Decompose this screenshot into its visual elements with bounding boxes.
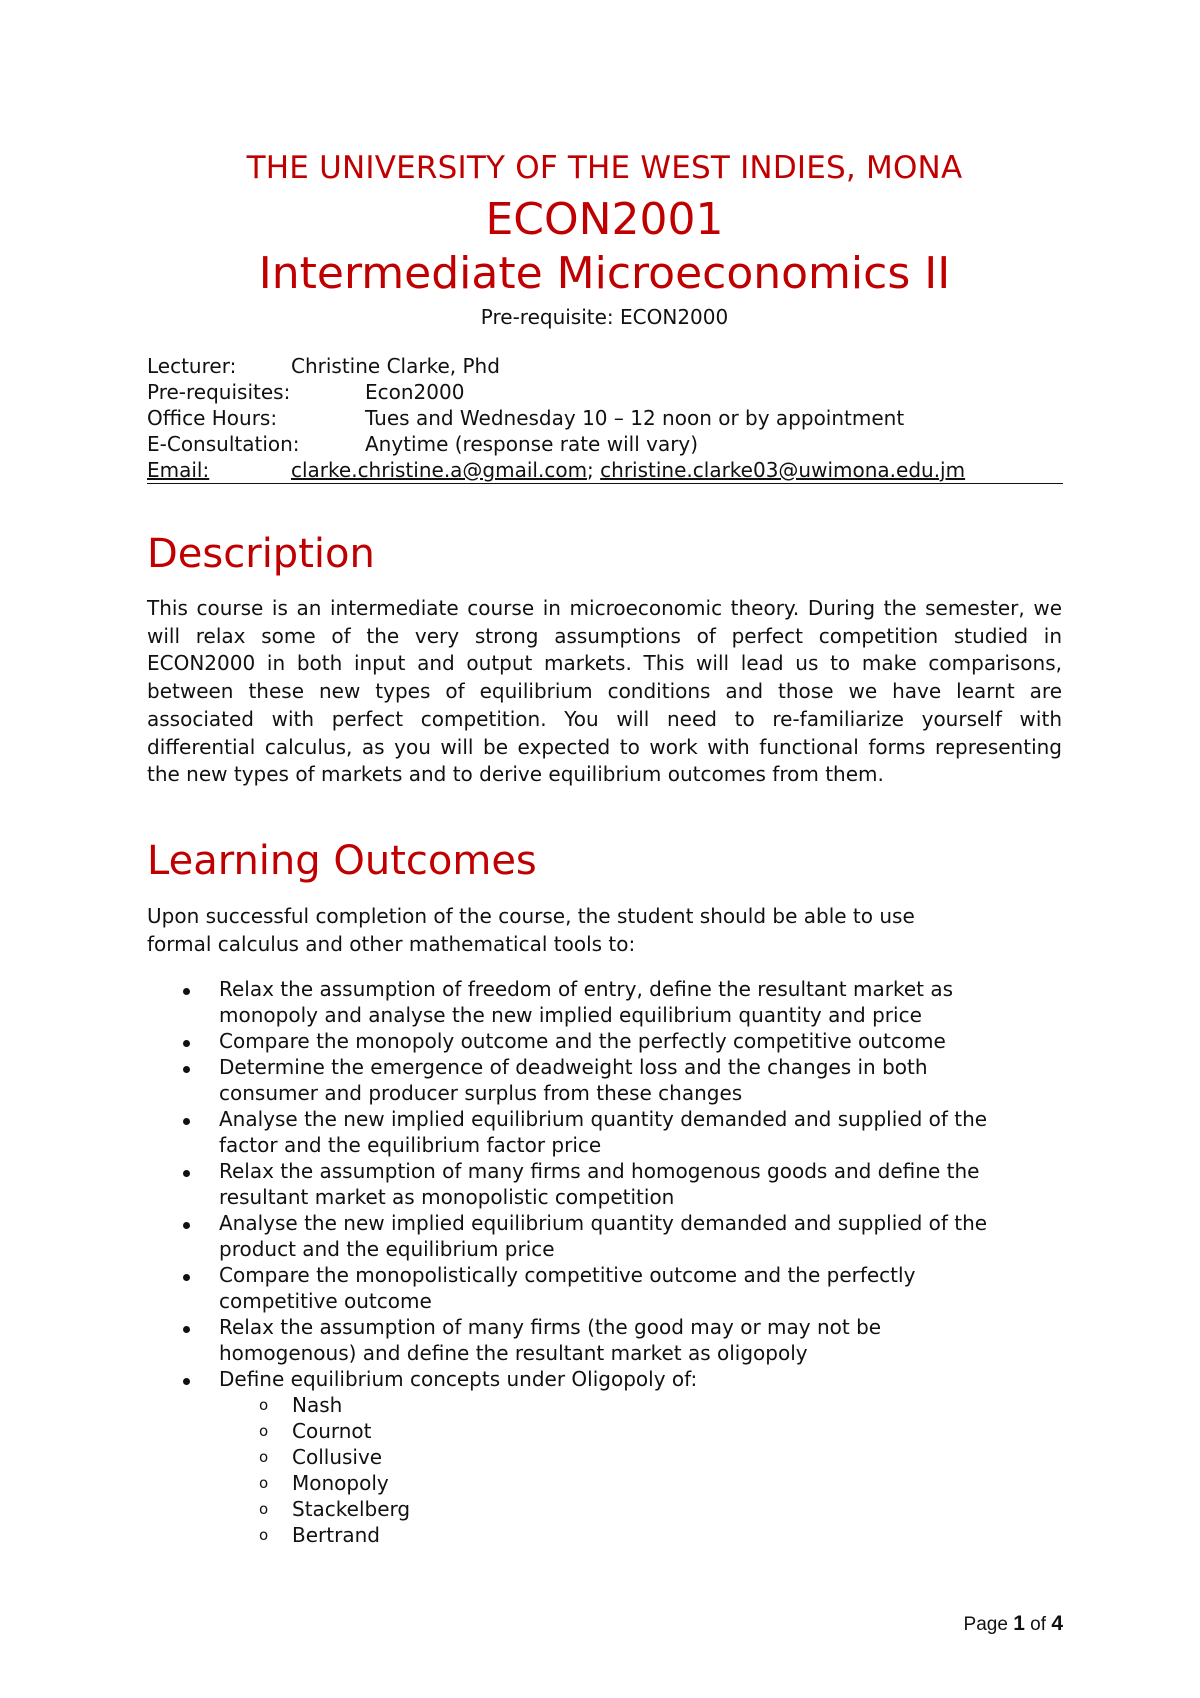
sub-list-item: o Collusive: [259, 1445, 383, 1469]
circle-bullet-icon: o: [259, 1396, 269, 1414]
econsultation-row: [147, 431, 1062, 457]
list-item: Determine the emergence of deadweight loss and the changes in both consumer and producer surplus from these changes: [147, 1054, 1019, 1106]
circle-bullet-icon: o: [259, 1526, 269, 1544]
bullet-icon: [183, 1326, 190, 1333]
list-item: Compare the monopoly outcome and the perfectly competitive outcome: [147, 1028, 1019, 1054]
bullet-icon: [183, 1066, 190, 1073]
sub-list-item: o Bertrand: [259, 1523, 380, 1547]
lecturer-label: Lecturer:: [147, 354, 237, 378]
course-info: [147, 353, 1062, 483]
bullet-icon: [183, 1222, 190, 1229]
prereqs-value: Econ2000: [365, 380, 465, 404]
email-label: Email:: [147, 458, 210, 482]
sub-list-item: o Stackelberg: [259, 1497, 411, 1521]
prereqs-row: [147, 379, 1062, 405]
sub-list-item: o Monopoly: [259, 1471, 389, 1495]
list-item: Relax the assumption of many firms and homogenous goods and define the resultant market as monopolistic competition: [147, 1158, 1019, 1210]
lecturer-row: [147, 353, 1062, 379]
sub-list-item: o Cournot: [259, 1419, 372, 1443]
list-item: Analyse the new implied equilibrium quantity demanded and supplied of the factor and the equilibrium factor price: [147, 1106, 1019, 1158]
office-hours-value: Tues and Wednesday 10 – 12 noon or by appointment: [365, 406, 905, 430]
sub-list-container: [147, 1392, 1062, 1548]
page-word: Page: [963, 1614, 1008, 1635]
list-item: Analyse the new implied equilibrium quantity demanded and supplied of the product and the equilibrium price: [147, 1210, 1019, 1262]
of-word: of: [1030, 1614, 1047, 1635]
oligopoly-concepts-list: [147, 1392, 1062, 1548]
list-item: Relax the assumption of freedom of entry, define the resultant market as monopoly and analyse the new implied equilibrium quantity and price: [147, 976, 1019, 1028]
learning-outcomes-list: [147, 976, 1062, 1548]
university-title: THE UNIVERSITY OF THE WEST INDIES, MONA: [246, 150, 963, 186]
office-hours-label: Office Hours:: [147, 406, 278, 430]
prereqs-label: Pre-requisites:: [147, 380, 291, 404]
learning-outcomes-intro: [147, 903, 1062, 958]
bullet-icon: [183, 1118, 190, 1125]
bullet-icon: [183, 1040, 190, 1047]
description-paragraph: This course is an intermediate course in microeconomic theory. During the semester, we will relax some of the very strong assumptions of perfect competition studied in ECON2000 in both input and output markets. This will lead us to make comparisons, between these new types of equilibrium conditions and those we have learnt are associated with perfect competition. You will need to re-familiarize yourself with differential calculus, as you will be expected to work with functional forms representing the new types of markets and to derive equilibrium outcomes from them.: [147, 596, 1062, 787]
email-values: [291, 457, 965, 483]
page-current: 1: [1013, 1612, 1025, 1635]
email-row: [147, 457, 1062, 483]
email-link-uwi[interactable]: christine.clarke03@uwimona.edu.jm: [600, 458, 966, 482]
list-item: Compare the monopolistically competitive outcome and the perfectly competitive outcome: [147, 1262, 1019, 1314]
course-code: ECON2001: [485, 194, 724, 245]
course-name: Intermediate Microeconomics II: [258, 248, 951, 299]
econsultation-value: Anytime (response rate will vary): [365, 432, 699, 456]
circle-bullet-icon: o: [259, 1474, 269, 1492]
circle-bullet-icon: o: [259, 1422, 269, 1440]
bullet-icon: [183, 1378, 190, 1385]
bullet-icon: [183, 988, 190, 995]
circle-bullet-icon: o: [259, 1448, 269, 1466]
intro-line-2: formal calculus and other mathematical tools to:: [147, 931, 636, 956]
email-link-gmail[interactable]: clarke.christine.a@gmail.com: [291, 458, 588, 482]
email-separator: ;: [587, 458, 594, 482]
list-item: Relax the assumption of many firms (the good may or may not be homogenous) and define the resultant market as oligopoly: [147, 1314, 1019, 1366]
list-item: Define equilibrium concepts under Oligopoly of:: [147, 1366, 1019, 1392]
bullet-icon: [183, 1274, 190, 1281]
econsultation-label: E-Consultation:: [147, 432, 300, 456]
lecturer-value: Christine Clarke, Phd: [291, 354, 500, 378]
page-total: 4: [1051, 1612, 1063, 1635]
bullet-icon: [183, 1170, 190, 1177]
page-number-footer: [800, 1612, 1063, 1636]
learning-outcomes-heading: Learning Outcomes: [147, 838, 537, 884]
office-hours-row: [147, 405, 1062, 431]
divider-rule: [147, 483, 1063, 484]
sub-list-item: o Nash: [259, 1393, 343, 1417]
circle-bullet-icon: o: [259, 1500, 269, 1518]
prerequisite-line: Pre-requisite: ECON2000: [480, 305, 729, 329]
description-heading: Description: [147, 531, 375, 577]
intro-line-1: Upon successful completion of the course, the student should be able to use: [147, 904, 915, 928]
document-page: [147, 0, 1062, 1698]
